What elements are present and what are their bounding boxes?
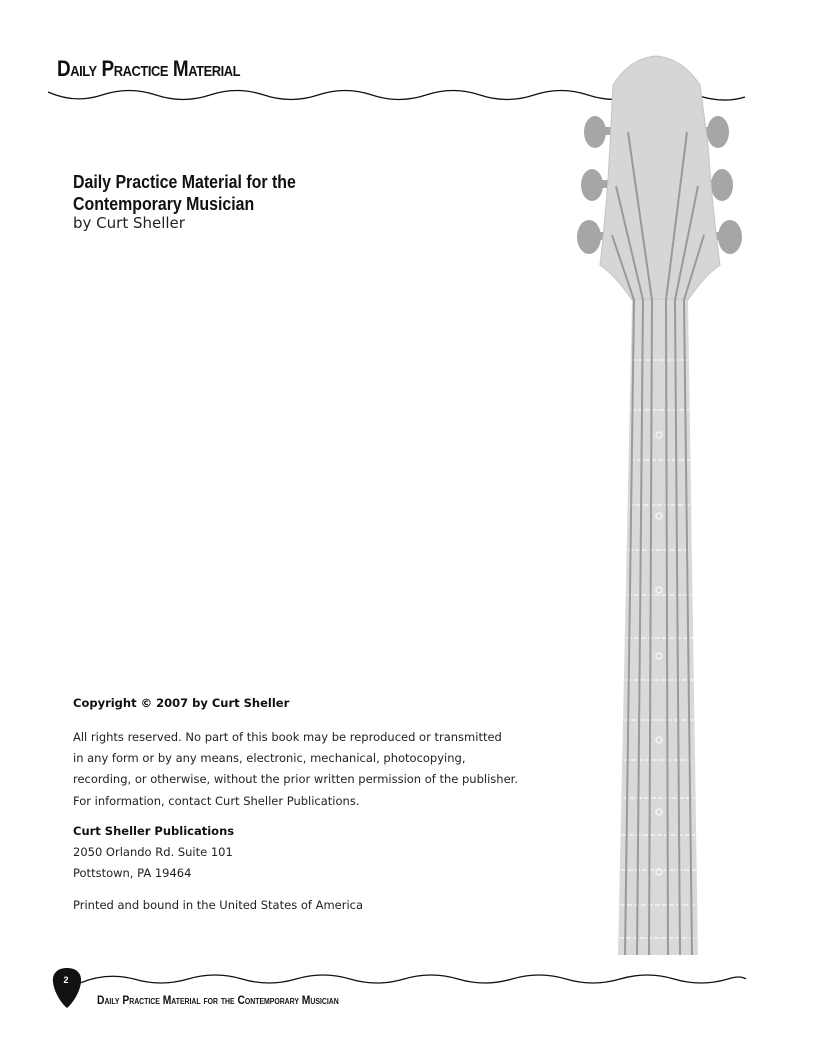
printed-statement: Printed and bound in the United States of America <box>73 898 364 912</box>
footer-running-title: Daily Practice Material for the Contemporary Musician <box>97 993 339 1007</box>
copyright-notice: Copyright © 2007 by Curt Sheller <box>73 696 290 710</box>
book-title-line2: Contemporary Musician <box>73 193 255 214</box>
guitar-headstock <box>600 56 720 300</box>
rights-line: in any form or by any means, electronic, mechanical, photocopying, <box>73 751 466 766</box>
rights-line: For information, contact Curt Sheller Publications. <box>73 793 360 808</box>
guitar-pick-icon <box>51 967 83 1009</box>
rights-line: All rights reserved. No part of this book may be reproduced or transmitted <box>73 730 502 744</box>
rights-statement <box>73 727 518 812</box>
publisher-name: Curt Sheller Publications <box>73 824 235 838</box>
publisher-address-line1: 2050 Orlando Rd. Suite 101 <box>73 845 233 859</box>
publisher-address-line2: Pottstown, PA 19464 <box>73 866 192 880</box>
guitar-neck-illustration <box>560 50 760 960</box>
book-title <box>73 171 296 215</box>
header-title: Daily Practice Material <box>57 56 241 81</box>
book-title-line1: Daily Practice Material for the <box>73 171 296 192</box>
page-number: 2 <box>63 975 69 985</box>
rights-line: recording, or otherwise, without the prior written permission of the publisher. <box>73 772 518 787</box>
author-byline: by Curt Sheller <box>73 214 185 232</box>
